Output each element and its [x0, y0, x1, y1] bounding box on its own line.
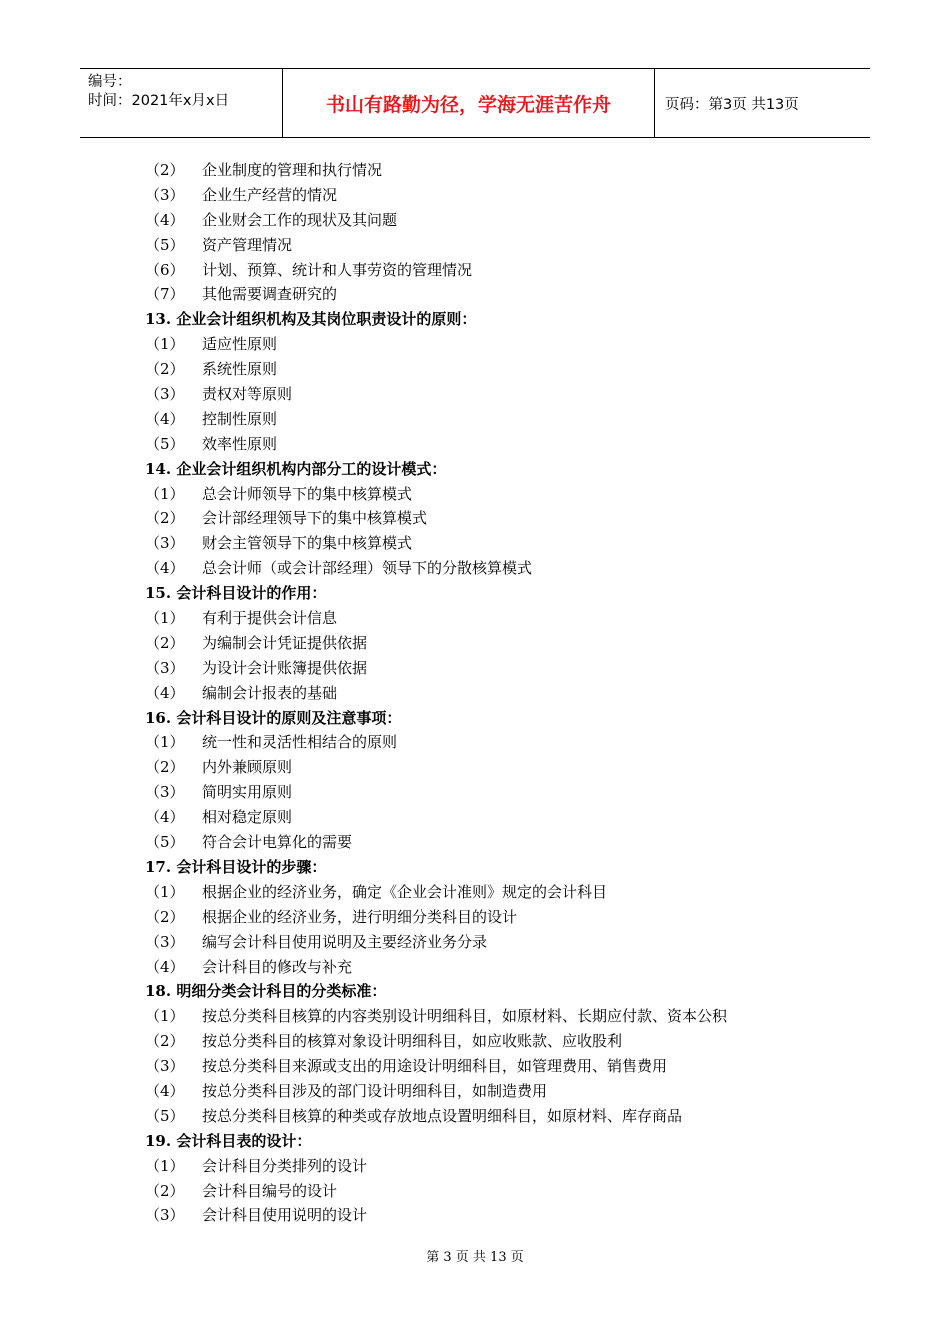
list-item-text: 统一性和灵活性相结合的原则 — [202, 733, 398, 752]
list-item-text: 资产管理情况 — [202, 235, 293, 254]
list-item-text: 符合会计电算化的需要 — [202, 833, 353, 852]
list-item-number: （2） — [145, 161, 185, 179]
list-item-number: （3） — [145, 783, 185, 802]
list-item — [145, 755, 845, 780]
list-item — [145, 1203, 845, 1228]
list-item — [145, 382, 845, 407]
list-item-number: （1） — [145, 1156, 185, 1175]
list-item — [145, 930, 845, 955]
list-item-text: 会计科目编号的设计 — [202, 1181, 338, 1200]
page-footer: 第 3 页 共 13 页 — [426, 1250, 524, 1265]
section-heading: 13. 企业会计组织机构及其岗位职责设计的原则： — [145, 310, 477, 329]
section-heading: 16. 会计科目设计的原则及注意事项： — [145, 708, 402, 727]
section-heading: 18. 明细分类会计科目的分类标准： — [145, 982, 387, 1001]
list-item-text: 适应性原则 — [202, 335, 278, 354]
list-item-text: 编制会计报表的基础 — [202, 683, 338, 702]
list-item — [145, 830, 845, 855]
list-item-text: 按总分类科目涉及的部门设计明细科目，如制造费用 — [202, 1081, 548, 1100]
list-item — [145, 208, 845, 233]
list-item-text: 会计科目分类排列的设计 — [202, 1156, 368, 1175]
serial-label: 编号： — [88, 74, 132, 90]
section-heading: 15. 会计科目设计的作用： — [145, 584, 327, 603]
list-item-text: 系统性原则 — [202, 360, 278, 379]
list-item — [145, 432, 845, 457]
list-item-text: 会计部经理领导下的集中核算模式 — [202, 509, 428, 528]
list-item-number: （4） — [145, 210, 185, 229]
list-item — [145, 805, 845, 830]
section-heading: 14. 企业会计组织机构内部分工的设计模式： — [145, 459, 447, 478]
list-item-text: 为编制会计凭证提供依据 — [202, 633, 368, 652]
list-item-text: 按总分类科目核算的内容类别设计明细科目，如原材料、长期应付款、资本公积 — [202, 1007, 728, 1026]
list-item — [145, 631, 845, 656]
list-item-text: 企业财会工作的现状及其问题 — [202, 210, 398, 229]
list-item-text: 其他需要调查研究的 — [202, 285, 338, 304]
time-label: 时间：2021年x月x日 — [88, 93, 230, 109]
list-item-text: 责权对等原则 — [202, 385, 293, 404]
list-item-number: （2） — [145, 360, 185, 379]
list-item — [145, 1079, 845, 1104]
list-item-text: 根据企业的经济业务，进行明细分类科目的设计 — [202, 907, 518, 926]
list-item-number: （1） — [145, 484, 185, 503]
list-item-number: （1） — [145, 609, 185, 628]
list-item — [145, 955, 845, 980]
header-meta — [80, 69, 282, 137]
list-item-text: 总会计师领导下的集中核算模式 — [202, 484, 413, 503]
list-item-text: 会计科目的修改与补充 — [202, 957, 353, 976]
page-header — [80, 68, 870, 138]
header-page-info: 页码：第3页 共13页 — [665, 96, 799, 113]
list-item-number: （5） — [145, 1106, 185, 1125]
list-item-text: 计划、预算、统计和人事劳资的管理情况 — [202, 260, 473, 279]
list-item-number: （2） — [145, 633, 185, 652]
list-item-number: （2） — [145, 1181, 185, 1200]
list-item — [145, 258, 845, 283]
list-item-text: 企业生产经营的情况 — [202, 185, 338, 204]
list-item-number: （5） — [145, 833, 185, 852]
list-item — [145, 656, 845, 681]
list-item-text: 财会主管领导下的集中核算模式 — [202, 534, 413, 553]
list-item — [145, 905, 845, 930]
list-item-number: （4） — [145, 409, 185, 428]
list-item-number: （2） — [145, 907, 185, 926]
list-item-number: （2） — [145, 509, 185, 528]
list-item-number: （3） — [145, 1206, 185, 1225]
list-item-text: 按总分类科目的核算对象设计明细科目，如应收账款、应收股利 — [202, 1032, 623, 1051]
list-item — [145, 1004, 845, 1029]
list-item-text: 相对稳定原则 — [202, 808, 293, 827]
list-item — [145, 606, 845, 631]
list-item-text: 按总分类科目来源或支出的用途设计明细科目，如管理费用、销售费用 — [202, 1057, 668, 1076]
list-item — [145, 1054, 845, 1079]
list-item — [145, 730, 845, 755]
section-heading: 19. 会计科目表的设计： — [145, 1131, 312, 1150]
list-item-text: 控制性原则 — [202, 409, 278, 428]
list-item — [145, 1029, 845, 1054]
list-item — [145, 1104, 845, 1129]
list-item-number: （7） — [145, 285, 185, 304]
list-item-text: 根据企业的经济业务，确定《企业会计准则》规定的会计科目 — [202, 882, 608, 901]
list-item-number: （1） — [145, 882, 185, 901]
list-item-text: 编写会计科目使用说明及主要经济业务分录 — [202, 932, 488, 951]
list-item-number: （4） — [145, 559, 185, 578]
header-motto: 书山有路勤为径，学海无涯苦作舟 — [282, 69, 655, 137]
list-item-number: （3） — [145, 932, 185, 951]
list-item-number: （1） — [145, 335, 185, 354]
list-item-text: 内外兼顾原则 — [202, 758, 293, 777]
list-item-number: （3） — [145, 534, 185, 553]
list-item-number: （4） — [145, 957, 185, 976]
list-item — [145, 282, 845, 307]
document-body — [145, 158, 845, 1228]
list-item-number: （5） — [145, 235, 185, 254]
list-item — [145, 183, 845, 208]
list-item — [145, 880, 845, 905]
list-item-number: （6） — [145, 260, 185, 279]
list-item — [145, 407, 845, 432]
list-item — [145, 233, 845, 258]
list-item-number: （2） — [145, 1032, 185, 1051]
list-item-number: （4） — [145, 683, 185, 702]
list-item — [145, 357, 845, 382]
list-item — [145, 531, 845, 556]
list-item-text: 会计科目使用说明的设计 — [202, 1206, 368, 1225]
list-item-number: （3） — [145, 385, 185, 404]
list-item — [145, 556, 845, 581]
list-item-text: 效率性原则 — [202, 434, 278, 453]
list-item-number: （1） — [145, 1007, 185, 1026]
list-item-number: （5） — [145, 434, 185, 453]
list-item-number: （1） — [145, 733, 185, 752]
list-item-number: （4） — [145, 808, 185, 827]
list-item-text: 为设计会计账簿提供依据 — [202, 658, 368, 677]
list-item-number: （3） — [145, 658, 185, 677]
list-item — [145, 780, 845, 805]
list-item-text: 按总分类科目核算的种类或存放地点设置明细科目，如原材料、库存商品 — [202, 1106, 683, 1125]
list-item-text: 简明实用原则 — [202, 783, 293, 802]
list-item-number: （3） — [145, 185, 185, 204]
list-item-text: 总会计师（或会计部经理）领导下的分散核算模式 — [202, 559, 533, 578]
list-item — [145, 506, 845, 531]
list-item-text: 企业制度的管理和执行情况 — [202, 161, 383, 179]
list-item — [145, 482, 845, 507]
list-item-number: （4） — [145, 1081, 185, 1100]
list-item — [145, 332, 845, 357]
list-item-number: （2） — [145, 758, 185, 777]
list-item — [145, 681, 845, 706]
section-heading: 17. 会计科目设计的步骤： — [145, 857, 327, 876]
list-item — [145, 1179, 845, 1204]
list-item — [145, 1154, 845, 1179]
list-item-number: （3） — [145, 1057, 185, 1076]
list-item-text: 有利于提供会计信息 — [202, 609, 338, 628]
list-item — [145, 158, 845, 183]
